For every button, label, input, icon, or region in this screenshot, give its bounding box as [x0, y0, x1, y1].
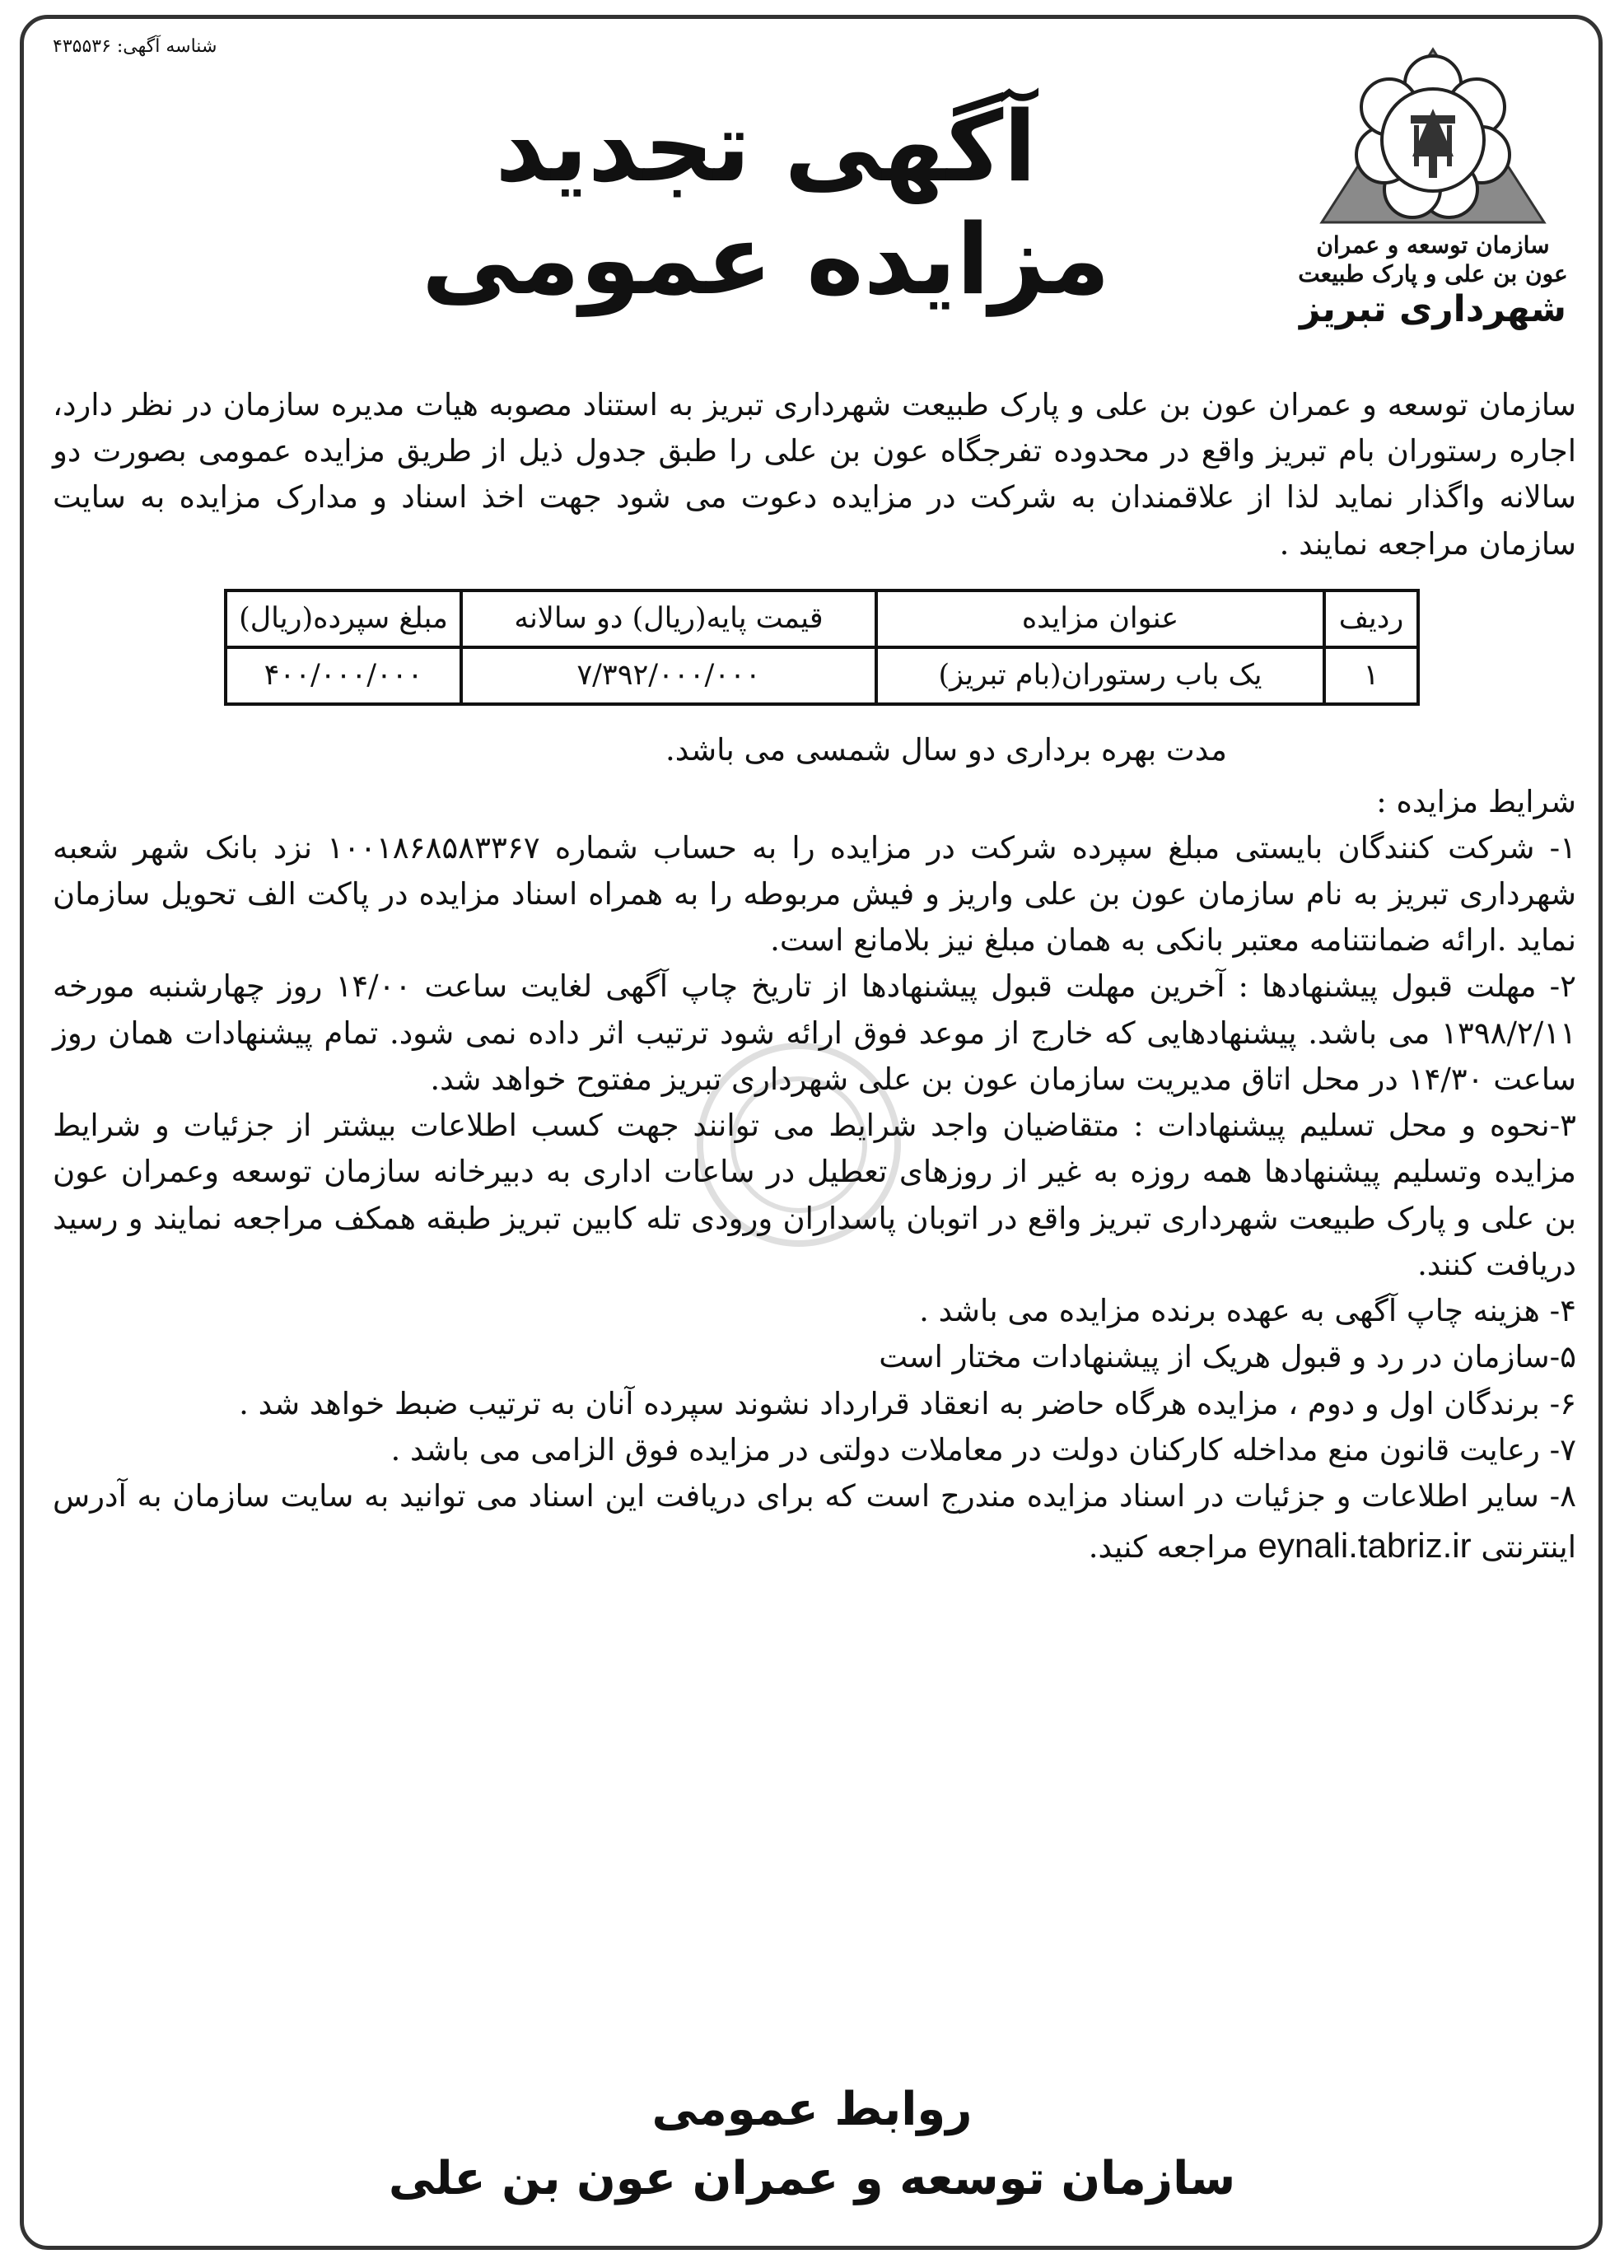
organization-logo	[1293, 33, 1573, 362]
signature-organization: سازمان توسعه و عمران عون بن علی	[388, 2152, 1236, 2205]
logo-text-line2: عون بن علی و پارک طبیعت	[1298, 260, 1568, 287]
auction-table	[224, 589, 1420, 706]
table-row	[226, 647, 1418, 704]
column-header: ردیف	[1324, 590, 1418, 647]
conditions-heading: شرایط مزایده :	[1376, 783, 1576, 819]
condition-item-8	[53, 1473, 1576, 1572]
flower-mountain-emblem-icon	[1305, 33, 1561, 231]
condition-item: ۵-سازمان در رد و قبول هریک از پیشنهادات مختار است	[879, 1339, 1576, 1375]
title-line2: مزایده عمومی	[421, 202, 1111, 316]
duration-note: مدت بهره برداری دو سال شمسی می باشد.	[665, 732, 1227, 768]
condition-item: ۳-نحوه و محل تسلیم پیشنهادات : متقاضیان واجد شرایط می توانند جهت کسب اطلاعات بیشتر از جزئیات و شرایط مزایده وتسلیم پیشنهادها همه روزه به غیر از روزهای تعطیل در ساعات اداری به دبیرخانه سازمان توسعه وعمران عون بن علی و پارک طبیعت شهرداری تبریز واقع در اتوبان پاسداران ورودی تله کابین تبریز طبقه همکف مراجعه نمایند و رسید دریافت کنند.	[53, 1108, 1576, 1282]
ad-id: شناسه آگهی: ۴۳۵۵۳۶	[53, 36, 217, 57]
table-cell: ۴۰۰/۰۰۰/۰۰۰	[226, 647, 461, 704]
condition-item: ۶- برندگان اول و دوم ، مزایده هرگاه حاضر به انعقاد قرارداد نشوند سپرده آنان به ترتیب ضبط خواهد شد .	[239, 1385, 1576, 1421]
intro-paragraph: سازمان توسعه و عمران عون بن علی و پارک طبیعت شهرداری تبریز به استناد مصوبه هیات مدیره سازمان در نظر دارد، اجاره رستوران بام تبریز واقع در محدوده تفرجگاه عون بن علی را طبق جدول ذیل از طریق مزایده عمومی بصورت دو سالانه واگذار نماید لذا از علاقمندان به شرکت در مزایده دعوت می شود جهت اخذ اسناد و مدارک مزایده به سایت سازمان مراجعه نمایند .	[53, 387, 1576, 562]
condition-item: ۷- رعایت قانون منع مداخله کارکنان دولت در معاملات دولتی در مزایده فوق الزامی می باشد .	[390, 1431, 1576, 1468]
table-cell: ۱	[1324, 647, 1418, 704]
condition-item: ۴- هزینه چاپ آگهی به عهده برنده مزایده می باشد .	[919, 1293, 1576, 1329]
condition-8-suffix: مراجعه کنید.	[1088, 1529, 1248, 1566]
column-header: قیمت پایه(ریال) دو سالانه	[461, 590, 876, 647]
column-header: مبلغ سپرده(ریال)	[226, 590, 461, 647]
condition-8-text: ۸- سایر اطلاعات و جزئیات در اسناد مزایده مندرج است که برای دریافت این اسناد می توانید به سایت سازمان به آدرس اینترنتی	[53, 1478, 1576, 1566]
logo-text-municipality: شهرداری تبریز	[1299, 288, 1567, 330]
title-line1: آگهی تجدید	[495, 90, 1037, 203]
column-header: عنوان مزایده	[876, 590, 1324, 647]
ad-title	[346, 91, 1186, 316]
table-header-row	[226, 590, 1418, 647]
table-cell: یک باب رستوران(بام تبریز)	[876, 647, 1324, 704]
condition-item: ۱- شرکت کنندگان بایستی مبلغ سپرده شرکت در مزایده را به حساب شماره ۱۰۰۱۸۶۸۵۸۳۳۶۷ نزد بانک شهر شعبه شهرداری تبریز به نام سازمان عون بن علی واریز و فیش مربوطه را به همراه اسناد مزایده در پاکت الف تحویل سازمان نماید .ارائه ضمانتنامه معتبر بانکی به همان مبلغ نیز بلامانع است.	[53, 829, 1577, 959]
signature-public-relations: روابط عمومی	[651, 2083, 973, 2136]
ad-body	[53, 382, 1576, 1572]
website-link[interactable]: eynali.tabriz.ir	[1258, 1526, 1472, 1566]
table-cell: ۷/۳۹۲/۰۰۰/۰۰۰	[461, 647, 876, 704]
logo-text-line1: سازمان توسعه و عمران	[1316, 231, 1550, 259]
condition-item: ۲- مهلت قبول پیشنهادها : آخرین مهلت قبول پیشنهادها از تاریخ چاپ آگهی لغایت ساعت ۱۴/۰۰ روز چهارشنبه مورخه ۱۳۹۸/۲/۱۱ می باشد. پیشنهادهایی که خارج از موعد فوق ارائه شود ترتیب اثر داده نمی شود. تمام پیشنهادات همان روز ساعت ۱۴/۳۰ در محل اتاق مدیریت سازمان عون بن علی شهرداری تبریز مفتوح خواهد شد.	[53, 968, 1576, 1097]
signature	[49, 2075, 1575, 2214]
